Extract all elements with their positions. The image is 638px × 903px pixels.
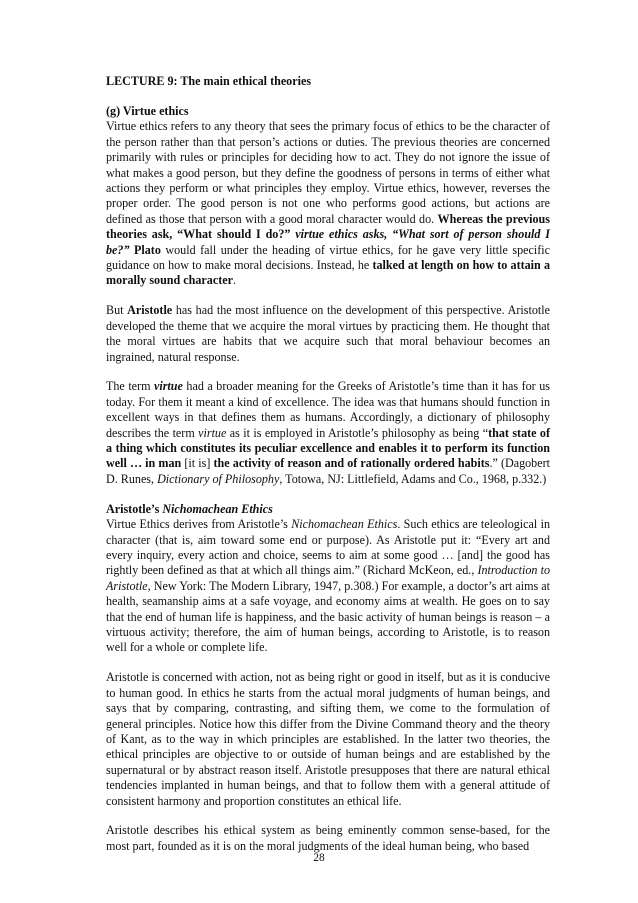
text-run: Virtue ethics refers to any theory that sees the primary focus of ethics to be the character of the person rather than that person’s actions or duties. The previous theories are concerned primarily with rules or principles for deciding how to act. They do not ignore the issue of what makes a good person, but they define the goodness of persons in terms of either what actions they perform or what principles they employ. Virtue ethics, however, reverses the proper order. The good person is not one who performs good actions, but actions are defined as those that person with a good moral character would do. [106,119,550,226]
paragraph-virtue-ethics-definition [106,119,550,288]
text-run: Virtue Ethics derives from Aristotle’s [106,517,292,532]
text-run: Aristotle is concerned with action, not as being right or good in itself, but as it is conducive to human good. In ethics he starts from the actual moral judgments of human beings, and says that by comparing, contrasting, and sifting them, we come to the formulation of general principles. Notice how this differ from the Divine Command theory and the theory of Kant, as to the way in which principles are established. In the latter two theories, the ethical principles are objective to or outside of human beings and are established by the supernatural or by abstract reason itself. Aristotle presupposes that there are natural ethical tendencies implanted in human beings, and that to follow them with a general attitude of consistent harmony and proportion constitutes an ethical life. [106,670,550,808]
text-run: Plato [129,242,161,257]
text-run: Nichomachean Ethics [291,517,398,532]
paragraph-common-sense [106,823,550,854]
text-run: that state of a thing which constitutes its peculiar excellence and enables it to perform its function well … in man [106,425,550,471]
text-run: talked at length on how to attain a morally sound character [106,257,550,288]
text-run: The term [106,379,154,394]
text-run: [it is] [181,456,214,471]
text-run: Nichomachean Ethics [162,501,273,516]
text-run: virtue [198,425,227,440]
paragraph-aristotle-influence [106,303,550,365]
paragraph-term-virtue [106,379,550,487]
text-run: virtue [154,379,183,394]
text-run: , New York: The Modern Library, 1947, p.308.) For example, a doctor’s art aims at health, seamanship aims at a safe voyage, and economy aims at wealth. He goes on to say that the end of human life is happiness, and the basic activity of human beings is reason – a virtuous activity; therefore, the aim of human beings, according to Aristotle, is to reason well for a whole or complete life. [106,578,550,655]
section-heading-virtue-ethics: (g) Virtue ethics [106,103,189,118]
text-run: . [232,273,236,288]
text-run: . Such ethics are teleological in character (that is, aim toward some end or purpose). As Aristotle put it: “Every art and every inquiry, every action and choice, seems to aim at some good … [and] the good has rightly been defined as that at which all things aim.” (Richard McKeon, ed., [106,517,550,578]
text-run: Aristotle [127,303,173,318]
text-run: Introduction to Aristotle [106,563,550,593]
paragraph-aristotle-action [106,670,550,809]
text-run: has had the most influence on the development of this perspective. Aristotle developed the theme that we acquire the moral virtues by practicing them. He thought that the moral virtues are habits that we acquire such that moral behaviour becomes an ingrained, natural response. [106,303,550,364]
text-run: the activity of reason and of rationally ordered habits [213,456,490,471]
text-run: virtue ethics asks, “What sort of person should I be?” [106,227,550,257]
paragraph-teleological-ethics [106,517,550,656]
text-run: But [106,303,128,318]
text-run: had a broader meaning for the Greeks of Aristotle’s time than it has for us today. For them it meant a kind of excellence. The idea was that humans should function in excellent ways in that defines them as humans. Accordingly, a dictionary of philosophy describes the term [106,379,550,440]
lecture-title: LECTURE 9: The main ethical theories [106,74,312,88]
text-run: Whereas the previous theories ask, “What should I do?” [106,211,550,242]
text-run: as it is employed in Aristotle’s philosophy as being “ [226,425,489,440]
text-run: would fall under the heading of virtue ethics, for he gave very little specific guidance on how to make moral decisions. Instead, he [106,242,550,272]
section-heading-nichomachean-ethics [106,502,550,517]
text-run: .” (Dagobert D. Runes, [106,456,550,486]
text-run: Aristotle describes his ethical system as being eminently common sense-based, for the most part, founded as it is on the moral judgments of the ideal human being, who based [106,823,550,853]
text-run: Dictionary of Philosophy [157,471,280,486]
text-run: , Totowa, NJ: Littlefield, Adams and Co., 1968, p.332.) [279,471,547,486]
page-number: 28 [313,852,325,864]
page-content [106,74,550,869]
text-run: Aristotle’s [106,501,163,516]
